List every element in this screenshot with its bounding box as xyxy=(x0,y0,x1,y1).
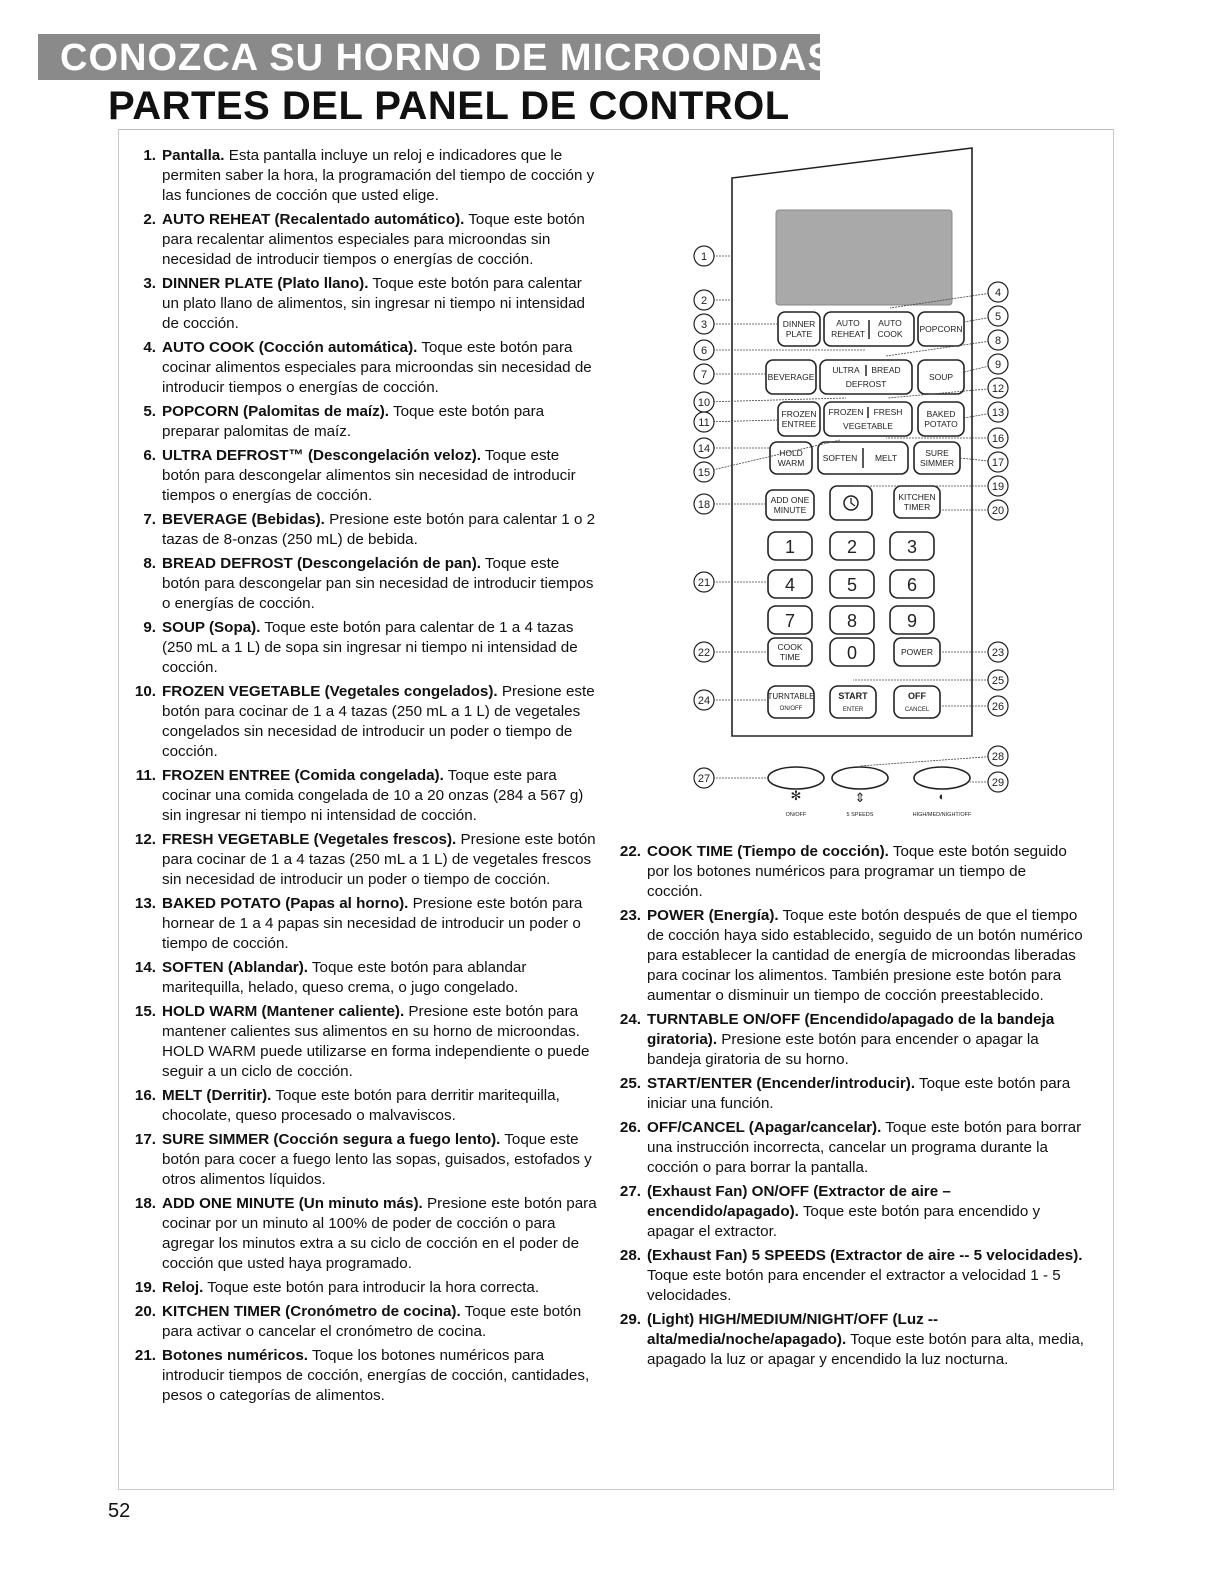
page-number: 52 xyxy=(108,1500,131,1522)
digit-label: 6 xyxy=(906,575,918,595)
cook-time-button-label: COOK xyxy=(777,642,803,652)
parts-list-left xyxy=(130,146,600,1410)
frame-bottom-rule xyxy=(118,1489,1114,1490)
callout-number: 16 xyxy=(991,433,1005,445)
item-description: Toque los botones numéricos para introducir tiempos de cocción, energías de cocción, cantidades, pesos o categorías de alimentos. xyxy=(162,1347,590,1404)
defrost-label: DEFROST xyxy=(845,379,887,389)
list-item xyxy=(130,682,600,762)
callout-number: 1 xyxy=(700,251,708,263)
callout-number: 19 xyxy=(991,481,1005,493)
item-title: BREAD DEFROST (Descongelación de pan). xyxy=(162,555,481,572)
callout-number: 6 xyxy=(700,345,708,357)
callout-leader-line xyxy=(704,420,778,422)
turntable-button xyxy=(768,686,814,718)
page-title: PARTES DEL PANEL DE CONTROL xyxy=(108,84,790,128)
item-description: Toque este botón para encendido y apagar el extractor. xyxy=(647,1203,1041,1240)
frame-right-rule xyxy=(1113,129,1114,1489)
item-title: AUTO COOK (Cocción automática). xyxy=(162,339,418,356)
item-number: 16. xyxy=(134,1087,156,1104)
auto-reheat-label: REHEAT xyxy=(831,329,865,339)
callout-number: 3 xyxy=(700,319,708,331)
list-item xyxy=(130,958,600,998)
list-item xyxy=(130,1086,600,1126)
item-title: ULTRA DEFROST™ (Descongelación veloz). xyxy=(162,447,481,464)
callout-number: 25 xyxy=(991,675,1005,687)
callout-number: 22 xyxy=(697,647,711,659)
list-item xyxy=(130,402,600,442)
item-description: Toque este botón para calentar un plato llano de alimentos, sin ingresar ni tiempo ni intensidad de cocción. xyxy=(162,275,585,332)
list-item xyxy=(130,894,600,954)
baked-potato-button-label: POTATO xyxy=(924,419,958,429)
fan-speeds-caption: 5 SPEEDS xyxy=(846,812,874,818)
digit-label: 1 xyxy=(784,537,796,557)
item-title: AUTO REHEAT (Recalentado automático). xyxy=(162,211,465,228)
item-number: 11. xyxy=(135,767,156,784)
kitchen-timer-button-label: TIMER xyxy=(903,502,931,512)
list-item xyxy=(130,510,600,550)
item-number: 5. xyxy=(143,403,156,420)
item-title: COOK TIME (Tiempo de cocción). xyxy=(647,843,889,860)
digit-label: 9 xyxy=(906,611,918,631)
item-description: Toque este botón para encender el extractor a velocidad 1 - 5 velocidades. xyxy=(647,1267,1061,1304)
item-title: (Exhaust Fan) ON/OFF (Extractor de aire – encendido/apagado). xyxy=(647,1183,951,1220)
callout-number: 8 xyxy=(994,335,1002,347)
callout-number: 4 xyxy=(994,287,1002,299)
item-description: Toque este botón para iniciar una función. xyxy=(647,1075,1071,1112)
item-description: Presione este botón para cocinar de 1 a 4 tazas (250 mL a 1 L) de vegetales congelados sin necesidad de introducir un poder o tiempo de cocción. xyxy=(162,683,595,760)
item-description: Presione este botón para cocinar de 1 a 4 tazas (250 mL a 1 L) de vegetales frescos sin necesidad de introducir un poder o tiempo de cocción. xyxy=(162,831,596,888)
dinner-plate-button-label: PLATE xyxy=(785,329,813,339)
auto-reheat-label: AUTO xyxy=(836,318,860,328)
soup-button-label: SOUP xyxy=(928,372,954,382)
item-description: Toque este botón para alta, media, apagado la luz or apagar y encendido la luz nocturna. xyxy=(647,1331,1085,1368)
item-title: SURE SIMMER (Cocción segura a fuego lento). xyxy=(162,1131,501,1148)
hold-warm-button-label: WARM xyxy=(777,458,805,468)
item-title: BEVERAGE (Bebidas). xyxy=(162,511,325,528)
light-bulb-icon: ◐ xyxy=(938,791,946,803)
item-description: Presione este botón para cocinar por un minuto al 100% de poder de cocción o para agregar los minutos extra a su ciclo de cocción en el poder de cocción que usted haya programado. xyxy=(162,1195,597,1272)
list-item xyxy=(615,1010,1085,1070)
callout-leader-line xyxy=(704,398,846,402)
item-title: ADD ONE MINUTE (Un minuto más). xyxy=(162,1195,423,1212)
callout-number: 2 xyxy=(700,295,708,307)
parts-list-right xyxy=(615,842,1085,1374)
item-title: SOUP (Sopa). xyxy=(162,619,261,636)
item-title: BAKED POTATO (Papas al horno). xyxy=(162,895,409,912)
item-title: TURNTABLE ON/OFF (Encendido/apagado de la bandeja giratoria). xyxy=(647,1011,1055,1048)
item-description: Toque este botón seguido por los botones numéricos para programar un tiempo de cocción. xyxy=(647,843,1067,900)
item-number: 12. xyxy=(134,831,156,848)
callout-number: 12 xyxy=(991,383,1005,395)
list-item xyxy=(130,146,600,206)
list-item xyxy=(615,1246,1085,1306)
item-number: 27. xyxy=(619,1183,641,1200)
off-sub-label: CANCEL xyxy=(904,707,930,713)
callout-number: 27 xyxy=(697,773,711,785)
auto-cook-label: COOK xyxy=(877,329,903,339)
cook-time-button-label: TIME xyxy=(779,652,801,662)
callout-number: 28 xyxy=(991,751,1005,763)
callout-number: 29 xyxy=(991,777,1005,789)
callout-number: 11 xyxy=(698,417,710,429)
list-item xyxy=(615,842,1085,902)
item-number: 28. xyxy=(619,1247,641,1264)
callout-number: 20 xyxy=(991,505,1005,517)
item-number: 13. xyxy=(134,895,156,912)
item-description: Toque este para cocinar una comida congelada de 10 a 20 onzas (284 a 567 g) sin ingresar ni tiempo ni intensidad de cocción. xyxy=(162,767,584,824)
list-item xyxy=(130,1346,600,1406)
light-caption: HIGH/MED/NIGHT/OFF xyxy=(912,812,972,818)
item-title: FROZEN VEGETABLE (Vegetales congelados). xyxy=(162,683,498,700)
list-item xyxy=(615,1074,1085,1114)
item-number: 18. xyxy=(134,1195,156,1212)
item-number: 9. xyxy=(143,619,156,636)
item-title: (Light) HIGH/MEDIUM/NIGHT/OFF (Luz -- alta/media/noche/apagado). xyxy=(647,1311,939,1348)
list-item xyxy=(130,338,600,398)
sure-simmer-button-label: SIMMER xyxy=(920,458,954,468)
control-panel-diagram xyxy=(680,140,1040,830)
off-label: OFF xyxy=(908,691,926,701)
list-item xyxy=(130,1002,600,1082)
item-title: FRESH VEGETABLE (Vegetales frescos). xyxy=(162,831,457,848)
item-number: 6. xyxy=(143,447,156,464)
fan-on-off-button xyxy=(768,767,824,789)
list-item xyxy=(130,274,600,334)
power-button-label: POWER xyxy=(900,647,934,657)
item-number: 17. xyxy=(134,1131,156,1148)
callout-number: 9 xyxy=(994,359,1002,371)
item-number: 7. xyxy=(143,511,156,528)
display-screen xyxy=(776,210,952,305)
list-item xyxy=(615,1182,1085,1242)
list-item xyxy=(130,1194,600,1274)
speed-arrows-icon: ⇕ xyxy=(854,790,866,805)
callout-number: 17 xyxy=(991,457,1005,469)
turntable-label: TURNTABLE xyxy=(767,692,815,701)
item-description: Toque este botón para descongelar alimentos sin necesidad de introducir tiempos o energías de cocción. xyxy=(162,447,576,504)
sure-simmer-button-label: SURE xyxy=(925,448,949,458)
callout-number: 15 xyxy=(697,467,711,479)
hold-warm-button-label: HOLD xyxy=(779,448,803,458)
list-item xyxy=(130,766,600,826)
frozen-label: FROZEN xyxy=(828,407,864,417)
list-item xyxy=(130,618,600,678)
kitchen-timer-button-label: KITCHEN xyxy=(898,492,936,502)
callout-number: 13 xyxy=(991,407,1005,419)
item-description: Toque este botón para borrar una instrucción incorrecta, cancelar un programa durante la cocción o para borrar la pantalla. xyxy=(647,1119,1082,1176)
light-button xyxy=(914,767,970,789)
soften-label: SOFTEN xyxy=(822,453,858,463)
dinner-plate-button-label: DINNER xyxy=(782,319,816,329)
list-item xyxy=(130,830,600,890)
list-item xyxy=(130,1302,600,1342)
item-number: 14. xyxy=(134,959,156,976)
item-description: Toque este botón para preparar palomitas de maíz. xyxy=(162,403,545,440)
item-description: Toque este botón para descongelar pan sin necesidad de introducir tiempos o energías de cocción. xyxy=(162,555,594,612)
fan-speeds-button xyxy=(832,767,888,789)
frame-top-rule xyxy=(118,129,1113,130)
digit-label: 5 xyxy=(846,575,858,595)
item-title: FROZEN ENTREE (Comida congelada). xyxy=(162,767,444,784)
fan-on-off-caption: ON/OFF xyxy=(785,812,807,818)
item-number: 20. xyxy=(134,1303,156,1320)
callout-number: 23 xyxy=(991,647,1005,659)
item-description: Toque este botón para cocinar alimentos especiales para microondas sin necesidad de introducir tiempos o energías de cocción. xyxy=(162,339,592,396)
item-description: Toque este botón para derritir maritequilla, chocolate, queso procesado o malvaviscos. xyxy=(162,1087,560,1124)
item-number: 26. xyxy=(619,1119,641,1136)
digit-label: 8 xyxy=(846,611,858,631)
digit-label: 2 xyxy=(846,537,858,557)
popcorn-button-label: POPCORN xyxy=(919,324,963,334)
item-number: 21. xyxy=(134,1347,156,1364)
callout-number: 14 xyxy=(697,443,711,455)
item-title: DINNER PLATE (Plato llano). xyxy=(162,275,369,292)
callout-number: 18 xyxy=(697,499,711,511)
item-description: Toque este botón para cocer a fuego lento las sopas, guisados, estofados y otros alimentos líquidos. xyxy=(162,1131,592,1188)
item-title: (Exhaust Fan) 5 SPEEDS (Extractor de aire -- 5 velocidades). xyxy=(647,1247,1083,1264)
frozen-entree-button-label: FROZEN xyxy=(781,409,817,419)
ultra-label: ULTRA xyxy=(832,365,860,375)
item-title: HOLD WARM (Mantener caliente). xyxy=(162,1003,405,1020)
auto-cook-label: AUTO xyxy=(878,318,902,328)
digit-label: 4 xyxy=(784,575,796,595)
item-number: 2. xyxy=(143,211,156,228)
frozen-entree-button-label: ENTREE xyxy=(781,419,817,429)
item-number: 10. xyxy=(134,683,156,700)
section-banner xyxy=(38,34,834,80)
item-title: Botones numéricos. xyxy=(162,1347,308,1364)
list-item xyxy=(615,1118,1085,1178)
item-description: Toque este botón para recalentar alimentos especiales para microondas sin necesidad de introducir tiempos o energías de cocción. xyxy=(162,211,585,268)
item-number: 19. xyxy=(134,1279,156,1296)
list-item xyxy=(130,446,600,506)
melt-label: MELT xyxy=(874,453,898,463)
item-title: POPCORN (Palomitas de maíz). xyxy=(162,403,390,420)
fresh-label: FRESH xyxy=(873,407,903,417)
item-number: 3. xyxy=(143,275,156,292)
add-one-minute-button-label: MINUTE xyxy=(773,505,807,515)
callout-number: 24 xyxy=(697,695,711,707)
digit-label: 3 xyxy=(906,537,918,557)
start-label: START xyxy=(838,691,868,701)
baked-potato-button-label: BAKED xyxy=(926,409,956,419)
item-number: 24. xyxy=(619,1011,641,1028)
item-title: KITCHEN TIMER (Cronómetro de cocina). xyxy=(162,1303,461,1320)
vegetable-label: VEGETABLE xyxy=(843,421,893,431)
section-banner-text: CONOZCA SU HORNO DE MICROONDAS xyxy=(60,37,834,79)
list-item xyxy=(615,906,1085,1006)
frame-left-rule xyxy=(118,129,119,1489)
callout-leader-line xyxy=(860,756,998,766)
item-title: MELT (Derritir). xyxy=(162,1087,272,1104)
callout-number: 21 xyxy=(697,577,711,589)
item-description: Toque este botón para calentar de 1 a 4 tazas (250 mL a 1 L) de sopa sin ingresar ni tiempo ni intensidad de cocción. xyxy=(162,619,578,676)
add-one-minute-button-label: ADD ONE xyxy=(770,495,810,505)
item-description: Toque este botón después de que el tiempo de cocción haya sido establecido, seguido de un botón numérico para establecer la cantidad de energía de microondas liberadas para cocinar los alimentos. También presione este botón para aumentar o disminuir un tiempo de cocción preestablecido. xyxy=(647,907,1083,1004)
item-number: 22. xyxy=(619,843,641,860)
list-item xyxy=(130,1278,600,1298)
item-title: POWER (Energía). xyxy=(647,907,779,924)
item-number: 4. xyxy=(143,339,156,356)
item-title: OFF/CANCEL (Apagar/cancelar). xyxy=(647,1119,882,1136)
item-number: 8. xyxy=(143,555,156,572)
item-description: Presione este botón para hornear de 1 a 4 papas sin necesidad de introducir un poder o tiempo de cocción. xyxy=(162,895,583,952)
callout-number: 26 xyxy=(991,701,1005,713)
item-description: Presione este botón para calentar 1 o 2 tazas de 8-onzas (250 mL) de bebida. xyxy=(162,511,596,548)
item-description: Esta pantalla incluye un reloj e indicadores que le permiten saber la hora, la programación del tiempo de cocción y las funciones de cocción que usted elige. xyxy=(162,147,595,204)
item-description: Presione este botón para encender o apagar la bandeja giratoria de su horno. xyxy=(647,1031,1039,1068)
item-title: SOFTEN (Ablandar). xyxy=(162,959,308,976)
list-item xyxy=(615,1310,1085,1370)
item-number: 1. xyxy=(143,147,156,164)
callout-number: 10 xyxy=(697,397,711,409)
item-title: Reloj. xyxy=(162,1279,204,1296)
item-description: Presione este botón para mantener calientes sus alimentos en su horno de microondas. HOLD WARM puede utilizarse en forma independiente o puede seguir a un ciclo de cocción. xyxy=(162,1003,590,1080)
callout-number: 7 xyxy=(700,369,708,381)
item-title: START/ENTER (Encender/introducir). xyxy=(647,1075,916,1092)
list-item xyxy=(130,554,600,614)
item-description: Toque este botón para introducir la hora correcta. xyxy=(203,1279,540,1296)
item-number: 29. xyxy=(619,1311,641,1328)
item-title: Pantalla. xyxy=(162,147,225,164)
item-number: 15. xyxy=(134,1003,156,1020)
item-description: Toque este botón para ablandar maritequilla, helado, queso crema, o jugo congelado. xyxy=(162,959,527,996)
digit-label: 0 xyxy=(846,643,858,663)
list-item xyxy=(130,210,600,270)
fan-icon: ✻ xyxy=(790,788,802,803)
bread-label: BREAD xyxy=(871,365,901,375)
item-number: 25. xyxy=(619,1075,641,1092)
list-item xyxy=(130,1130,600,1190)
start-sub-label: ENTER xyxy=(842,707,864,713)
turntable-sub-label: ON/OFF xyxy=(779,706,803,712)
callout-number: 5 xyxy=(994,311,1002,323)
item-number: 23. xyxy=(619,907,641,924)
item-description: Toque este botón para activar o cancelar el cronómetro de cocina. xyxy=(162,1303,582,1340)
beverage-button-label: BEVERAGE xyxy=(767,372,815,382)
digit-label: 7 xyxy=(784,611,796,631)
